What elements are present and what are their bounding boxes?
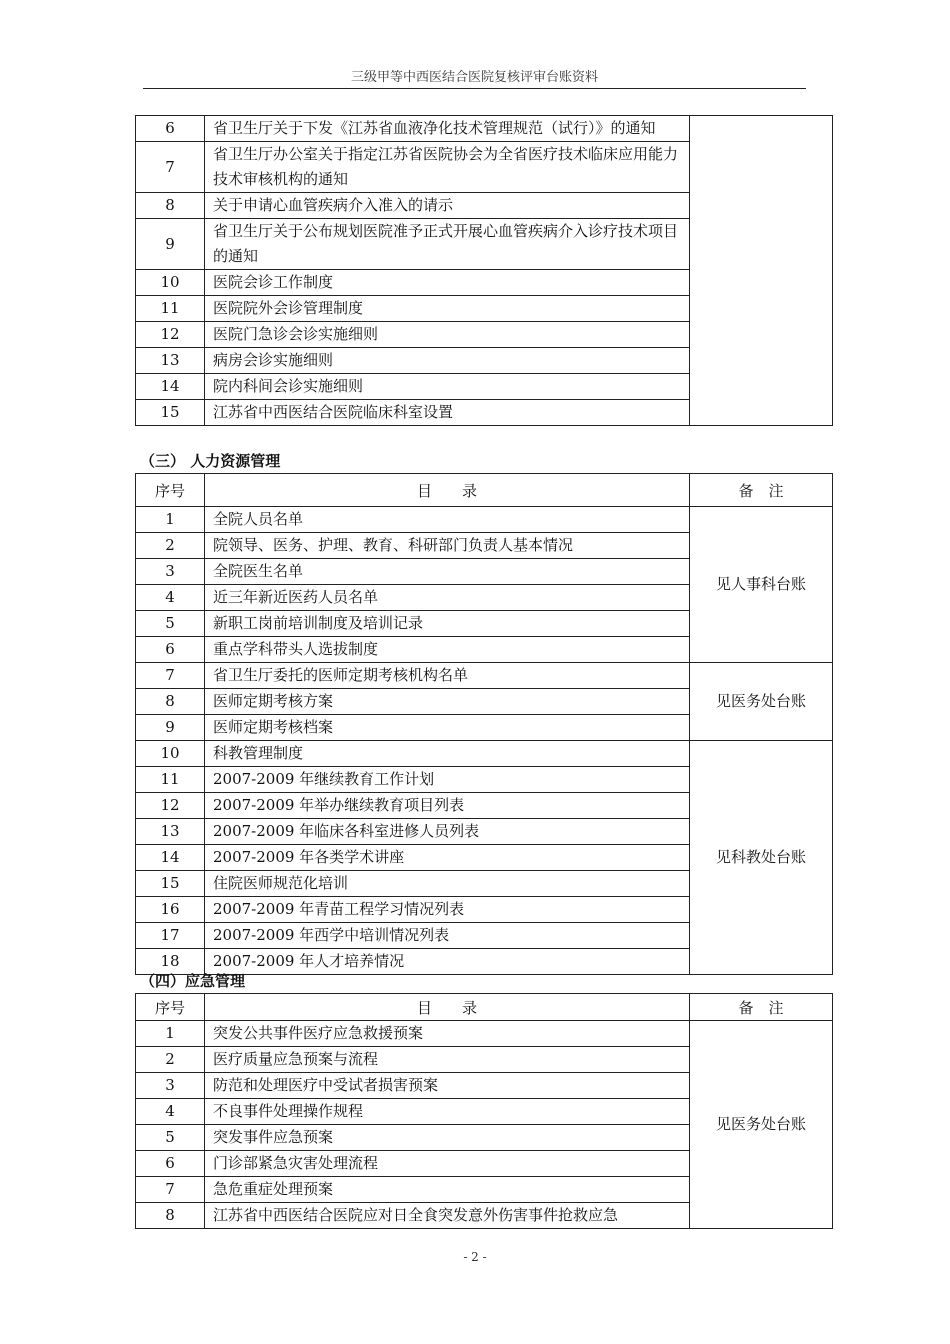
row-number: 13 [136, 819, 205, 845]
row-text: 省卫生厅委托的医师定期考核机构名单 [205, 663, 690, 689]
header-rule [143, 88, 806, 89]
row-number: 7 [136, 663, 205, 689]
row-text: 门诊部紧急灾害处理流程 [205, 1151, 690, 1177]
row-text: 院内科间会诊实施细则 [205, 374, 690, 400]
row-text: 突发事件应急预案 [205, 1125, 690, 1151]
header-note: 备 注 [690, 994, 833, 1021]
row-number: 17 [136, 923, 205, 949]
row-text: 医师定期考核方案 [205, 689, 690, 715]
row-number: 16 [136, 897, 205, 923]
row-text: 科教管理制度 [205, 741, 690, 767]
row-text: 2007-2009 年西学中培训情况列表 [205, 923, 690, 949]
row-number: 3 [136, 559, 205, 585]
row-number: 8 [136, 689, 205, 715]
row-note: 见医务处台账 [690, 663, 833, 741]
row-number: 6 [136, 637, 205, 663]
table-hr [135, 473, 833, 975]
row-number: 11 [136, 296, 205, 322]
row-text: 医院会诊工作制度 [205, 270, 690, 296]
row-text: 关于申请心血管疾病介入准入的请示 [205, 193, 690, 219]
row-number: 15 [136, 871, 205, 897]
row-number: 10 [136, 741, 205, 767]
row-text: 医院院外会诊管理制度 [205, 296, 690, 322]
row-text: 2007-2009 年各类学术讲座 [205, 845, 690, 871]
row-number: 7 [136, 142, 205, 193]
row-number: 3 [136, 1073, 205, 1099]
table-emergency [135, 993, 833, 1229]
row-number: 15 [136, 400, 205, 426]
row-number: 6 [136, 1151, 205, 1177]
row-text: 突发公共事件医疗应急救援预案 [205, 1021, 690, 1047]
row-text: 住院医师规范化培训 [205, 871, 690, 897]
row-number: 11 [136, 767, 205, 793]
row-number: 1 [136, 507, 205, 533]
row-number: 10 [136, 270, 205, 296]
row-number: 14 [136, 845, 205, 871]
row-text: 2007-2009 年临床各科室进修人员列表 [205, 819, 690, 845]
row-number: 8 [136, 193, 205, 219]
header-item: 目 录 [205, 474, 690, 507]
row-text: 医疗质量应急预案与流程 [205, 1047, 690, 1073]
header-number: 序号 [136, 994, 205, 1021]
row-number: 6 [136, 116, 205, 142]
row-number: 9 [136, 715, 205, 741]
row-number: 4 [136, 1099, 205, 1125]
row-text: 2007-2009 年继续教育工作计划 [205, 767, 690, 793]
row-text: 省卫生厅办公室关于指定江苏省医院协会为全省医疗技术临床应用能力技术审核机构的通知 [205, 142, 690, 193]
row-text: 2007-2009 年青苗工程学习情况列表 [205, 897, 690, 923]
row-number: 2 [136, 533, 205, 559]
row-text: 医师定期考核档案 [205, 715, 690, 741]
table-continuation [135, 115, 833, 426]
row-text: 2007-2009 年人才培养情况 [205, 949, 690, 975]
row-text: 2007-2009 年举办继续教育项目列表 [205, 793, 690, 819]
row-text: 重点学科带头人选拔制度 [205, 637, 690, 663]
row-text: 全院人员名单 [205, 507, 690, 533]
row-text: 江苏省中西医结合医院临床科室设置 [205, 400, 690, 426]
row-text: 医院门急诊会诊实施细则 [205, 322, 690, 348]
row-text: 防范和处理医疗中受试者损害预案 [205, 1073, 690, 1099]
row-text: 全院医生名单 [205, 559, 690, 585]
row-number: 2 [136, 1047, 205, 1073]
row-text: 省卫生厅关于下发《江苏省血液净化技术管理规范（试行）》的通知 [205, 116, 690, 142]
section-title-hr: （三） 人力资源管理 [140, 452, 281, 470]
row-note: 见人事科台账 [690, 507, 833, 663]
row-text: 院领导、医务、护理、教育、科研部门负责人基本情况 [205, 533, 690, 559]
row-number: 1 [136, 1021, 205, 1047]
row-number: 7 [136, 1177, 205, 1203]
row-note-empty [690, 116, 833, 426]
section-title-emergency: （四）应急管理 [140, 972, 246, 990]
row-number: 9 [136, 219, 205, 270]
row-text: 江苏省中西医结合医院应对日全食突发意外伤害事件抢救应急 [205, 1203, 690, 1229]
row-text: 病房会诊实施细则 [205, 348, 690, 374]
row-number: 4 [136, 585, 205, 611]
row-number: 18 [136, 949, 205, 975]
row-text: 不良事件处理操作规程 [205, 1099, 690, 1125]
row-number: 12 [136, 322, 205, 348]
row-number: 5 [136, 1125, 205, 1151]
row-number: 12 [136, 793, 205, 819]
row-note: 见医务处台账 [690, 1021, 833, 1229]
header-item: 目 录 [205, 994, 690, 1021]
header-number: 序号 [136, 474, 205, 507]
row-number: 14 [136, 374, 205, 400]
row-number: 8 [136, 1203, 205, 1229]
row-text: 急危重症处理预案 [205, 1177, 690, 1203]
row-text: 省卫生厅关于公布规划医院准予正式开展心血管疾病介入诊疗技术项目的通知 [205, 219, 690, 270]
row-number: 5 [136, 611, 205, 637]
row-note: 见科教处台账 [690, 741, 833, 975]
page-header: 三级甲等中西医结合医院复核评审台账资料 [350, 70, 598, 85]
row-text: 新职工岗前培训制度及培训记录 [205, 611, 690, 637]
row-text: 近三年新近医药人员名单 [205, 585, 690, 611]
header-note: 备 注 [690, 474, 833, 507]
page-number: - 2 - [463, 1250, 487, 1264]
row-number: 13 [136, 348, 205, 374]
